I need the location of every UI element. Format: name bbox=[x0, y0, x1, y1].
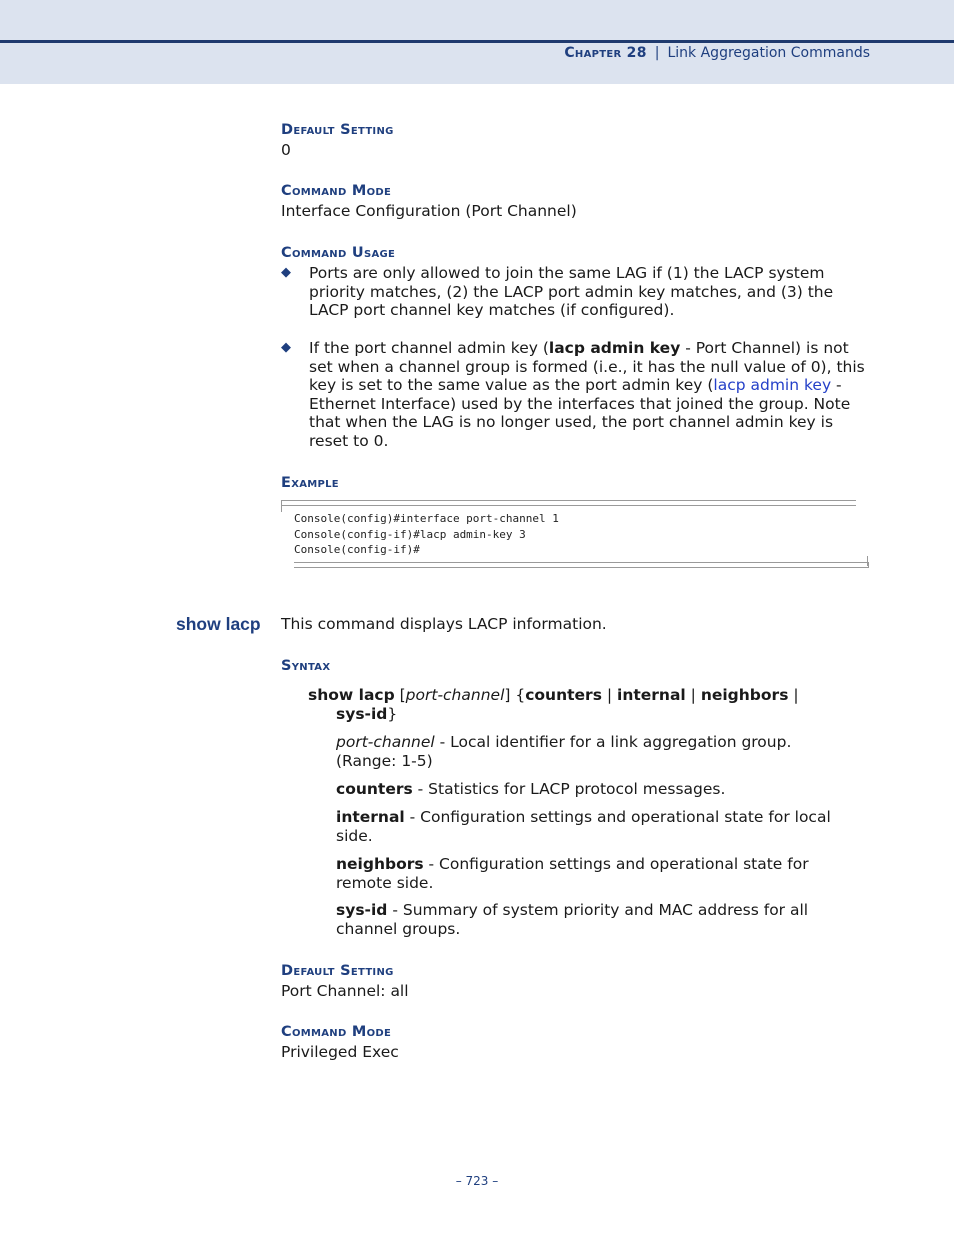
syntax-internal: internal bbox=[617, 686, 686, 704]
param-desc: - Configuration settings and operational state for local side. bbox=[336, 808, 831, 845]
syntax-close-brace: } bbox=[387, 705, 398, 723]
chapter-label: Chapter 28 bbox=[564, 45, 647, 61]
code-box-top-border bbox=[281, 500, 856, 506]
syntax-close-bracket: ] { bbox=[504, 686, 526, 704]
diamond-bullet-icon: ◆ bbox=[281, 340, 291, 355]
page-header bbox=[0, 0, 954, 84]
param-name: neighbors bbox=[336, 855, 424, 873]
code-box-right-border bbox=[867, 556, 868, 566]
header-rule bbox=[0, 40, 954, 43]
code-line: Console(config-if)# bbox=[294, 543, 420, 556]
lacp-admin-key-link[interactable]: lacp admin key bbox=[713, 376, 832, 395]
default-setting-heading-2: Default Setting bbox=[281, 963, 394, 979]
command-mode-heading-2: Command Mode bbox=[281, 1024, 392, 1040]
command-mode-value: Interface Configuration (Port Channel) bbox=[281, 202, 577, 220]
default-setting-heading: Default Setting bbox=[281, 122, 394, 138]
param-sys-id bbox=[336, 901, 856, 938]
syntax-neighbors: neighbors bbox=[700, 686, 789, 704]
usage-bullet-2-text bbox=[309, 339, 871, 451]
header-separator: | bbox=[654, 45, 660, 61]
param-desc: - Local identifier for a link aggregation group. (Range: 1-5) bbox=[336, 733, 792, 770]
bullet2-bold: lacp admin key bbox=[548, 339, 681, 357]
command-description: This command displays LACP information. bbox=[281, 615, 607, 633]
code-example-box bbox=[281, 500, 868, 570]
running-header bbox=[564, 45, 870, 61]
param-name: internal bbox=[336, 808, 405, 826]
usage-bullet-1-text: Ports are only allowed to join the same LAG if (1) the LACP system priority matches, (2) the LACP port admin key matches, and (3) the LACP port channel key matches (if configured). bbox=[309, 264, 834, 320]
code-box-left-border bbox=[281, 500, 282, 512]
example-heading: Example bbox=[281, 475, 339, 491]
param-counters bbox=[336, 780, 856, 799]
default-setting-value: 0 bbox=[281, 141, 291, 159]
code-example bbox=[294, 511, 559, 558]
syntax-line bbox=[308, 686, 848, 705]
syntax-pipe: | bbox=[601, 686, 617, 704]
syntax-pipe: | bbox=[788, 686, 799, 704]
syntax-sys-id: sys-id bbox=[336, 705, 388, 723]
command-mode-heading: Command Mode bbox=[281, 183, 392, 199]
param-name: port-channel bbox=[336, 733, 435, 751]
syntax-cmd: show lacp bbox=[308, 686, 395, 704]
usage-bullet-1 bbox=[281, 264, 871, 324]
syntax-port-channel: port-channel bbox=[405, 686, 505, 704]
code-box-bottom-border bbox=[294, 562, 869, 568]
page-number: – 723 – bbox=[455, 1174, 499, 1188]
param-desc: - Configuration settings and operational state for remote side. bbox=[336, 855, 809, 892]
default-setting-value-2: Port Channel: all bbox=[281, 982, 409, 1000]
param-port-channel bbox=[336, 733, 856, 770]
bullet2-post: - Ethernet Interface) used by the interfaces that joined the group. Note that when the LAG is no longer used, the port channel admin key is reset to 0. bbox=[309, 376, 851, 450]
syntax-line-2 bbox=[336, 705, 876, 724]
usage-bullet-2 bbox=[281, 339, 871, 454]
param-name: counters bbox=[336, 780, 413, 798]
param-desc: - Statistics for LACP protocol messages. bbox=[412, 780, 726, 798]
command-title: show lacp bbox=[176, 614, 261, 634]
syntax-open-bracket: [ bbox=[394, 686, 406, 704]
param-neighbors bbox=[336, 855, 856, 892]
param-internal bbox=[336, 808, 856, 845]
param-name: sys-id bbox=[336, 901, 388, 919]
section-label: Link Aggregation Commands bbox=[667, 45, 870, 61]
bullet2-mid: - Port Channel) is not set when a channel group is formed (i.e., it has the null value of 0), this key is set to the same value as the port admin key ( bbox=[309, 339, 865, 395]
diamond-bullet-icon: ◆ bbox=[281, 265, 291, 280]
bullet2-pre: If the port channel admin key ( bbox=[309, 339, 549, 357]
syntax-heading: Syntax bbox=[281, 658, 331, 674]
command-mode-value-2: Privileged Exec bbox=[281, 1043, 399, 1061]
syntax-counters: counters bbox=[525, 686, 602, 704]
code-line: Console(config-if)#lacp admin-key 3 bbox=[294, 527, 526, 541]
code-line: Console(config)#interface port-channel 1 bbox=[294, 512, 559, 525]
command-usage-heading: Command Usage bbox=[281, 245, 396, 261]
param-desc: - Summary of system priority and MAC address for all channel groups. bbox=[336, 901, 809, 938]
syntax-pipe: | bbox=[685, 686, 701, 704]
